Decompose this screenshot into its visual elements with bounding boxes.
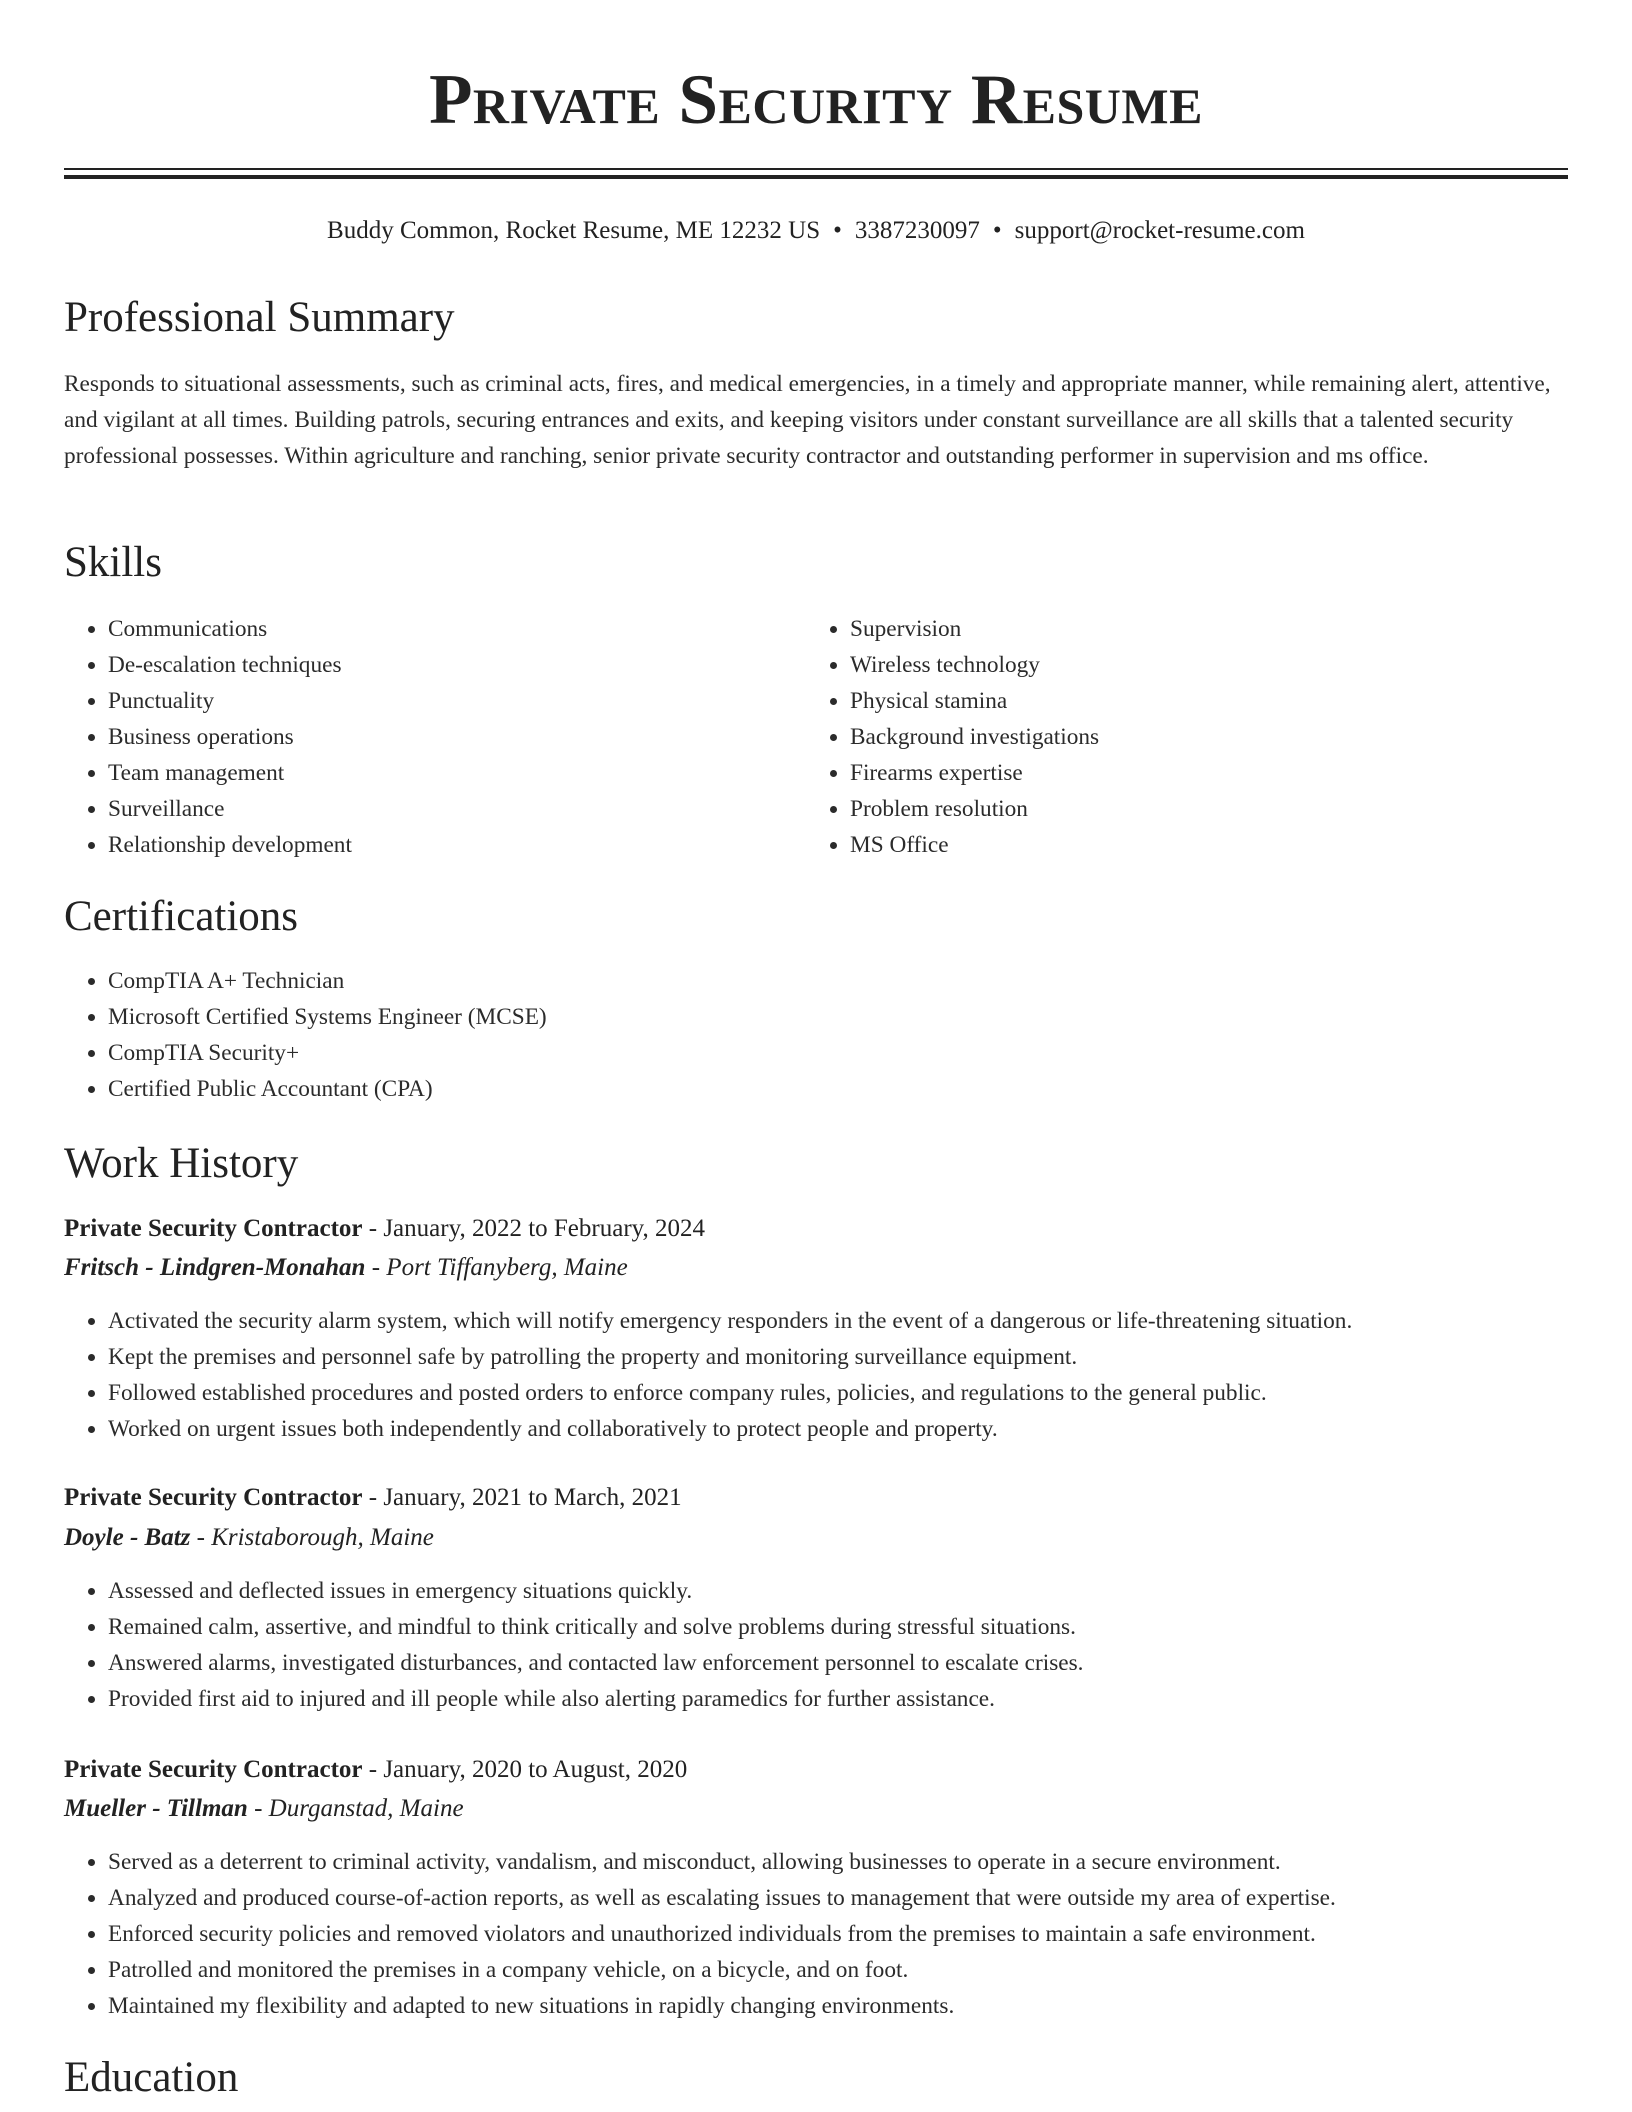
education-heading: Education [64,2054,239,2101]
job-company: Fritsch - Lindgren-Monahan [64,1254,366,1281]
certification-item: • Microsoft Certified Systems Engineer (MCSE) [108,999,547,1035]
certification-item: • CompTIA Security+ [108,1035,547,1071]
contact-separator: • [833,217,842,244]
job-company: Mueller - Tillman [64,1795,248,1822]
job-title: Private Security Contractor [64,1756,363,1783]
job-dates: - January, 2022 to February, 2024 [362,1215,706,1242]
job-duty: • Analyzed and produced course-of-action reports, as well as escalating issues to management that were outside my area of expertise. [108,1880,1336,1916]
job-dates: - January, 2020 to August, 2020 [362,1756,688,1783]
job-duty: • Worked on urgent issues both independently and collaboratively to protect people and property. [108,1411,1352,1447]
skill-item: • De-escalation techniques [108,647,352,683]
job-title: Private Security Contractor [64,1484,363,1511]
job-duty: • Remained calm, assertive, and mindful to think critically and solve problems during stressful situations. [108,1609,1084,1645]
job-title: Private Security Contractor [64,1215,363,1242]
job-duty: • Kept the premises and personnel safe by patrolling the property and monitoring surveillance equipment. [108,1339,1352,1375]
certification-item: • Certified Public Accountant (CPA) [108,1071,547,1107]
job-header [64,1480,682,1516]
contact-separator: • [992,217,1002,244]
job-dates: - January, 2021 to March, 2021 [362,1484,682,1511]
skill-item: • Physical stamina [850,683,1099,719]
skill-item: • Wireless technology [850,647,1099,683]
job-header [64,1752,687,1788]
skills-heading: Skills [64,539,162,586]
skill-item: • Relationship development [108,827,352,863]
work-history-heading: Work History [64,1140,299,1187]
job-employer [64,1250,628,1286]
job-duty: • Enforced security policies and removed violators and unauthorized individuals from the premises to maintain a safe environment. [108,1916,1336,1952]
title-divider-thin [64,168,1568,170]
job-company: Doyle - Batz [64,1524,191,1551]
job-employer [64,1520,434,1556]
certification-item: • CompTIA A+ Technician [108,963,547,999]
job-duty: • Served as a deterrent to criminal activity, vandalism, and misconduct, allowing businesses to operate in a secure environment. [108,1844,1336,1880]
job-duty: • Followed established procedures and posted orders to enforce company rules, policies, and regulations to the general public. [108,1375,1352,1411]
job-duty: • Answered alarms, investigated disturbances, and contacted law enforcement personnel to escalate crises. [108,1645,1084,1681]
job-duties-list [64,1303,1352,1447]
skill-item: • Firearms expertise [850,755,1099,791]
skill-item: • Team management [108,755,352,791]
skill-item: • Communications [108,611,352,647]
skills-list-left [64,611,352,863]
contact-phone: 3387230097 [854,217,980,244]
job-location: - Port Tiffanyberg, Maine [365,1254,628,1281]
certifications-list [64,963,547,1107]
title-divider-thick [64,175,1568,179]
skills-list-right [806,611,1099,863]
resume-title: Private Security Resume [429,61,1203,139]
job-duties-list [64,1573,1084,1717]
contact-address: Buddy Common, Rocket Resume, ME 12232 US [327,217,821,244]
job-duty: • Maintained my flexibility and adapted to new situations in rapidly changing environments. [108,1988,1336,2024]
job-duty: • Activated the security alarm system, which will notify emergency responders in the event of a dangerous or life-threatening situation. [108,1303,1352,1339]
certifications-heading: Certifications [64,893,299,940]
skill-item: • Surveillance [108,791,352,827]
skill-item: • Background investigations [850,719,1099,755]
summary-heading: Professional Summary [64,294,455,341]
job-location: - Durganstad, Maine [247,1795,464,1822]
job-duties-list [64,1844,1336,2024]
job-header [64,1211,705,1247]
contact-line [0,214,1632,248]
job-duty: • Patrolled and monitored the premises in a company vehicle, on a bicycle, and on foot. [108,1952,1336,1988]
summary-text: Responds to situational assessments, such as criminal acts, fires, and medical emergencies, in a timely and appropriate manner, while remaining alert, attentive, and vigilant at all times. Building patrols, securing entrances and exits, and keeping visitors under constant surveillance are all skills that a talented security professional possesses. Within agriculture and ranching, senior private security contractor and outstanding performer in supervision and ms office. [64,371,1551,469]
skill-item: • MS Office [850,827,1099,863]
job-employer [64,1791,464,1827]
skill-item: • Problem resolution [850,791,1099,827]
contact-email: support@rocket-resume.com [1014,217,1305,244]
job-duty: • Assessed and deflected issues in emergency situations quickly. [108,1573,1084,1609]
skill-item: • Supervision [850,611,1099,647]
job-duty: • Provided first aid to injured and ill people while also alerting paramedics for further assistance. [108,1681,1084,1717]
skill-item: • Punctuality [108,683,352,719]
skill-item: • Business operations [108,719,352,755]
job-location: - Kristaborough, Maine [190,1524,434,1551]
